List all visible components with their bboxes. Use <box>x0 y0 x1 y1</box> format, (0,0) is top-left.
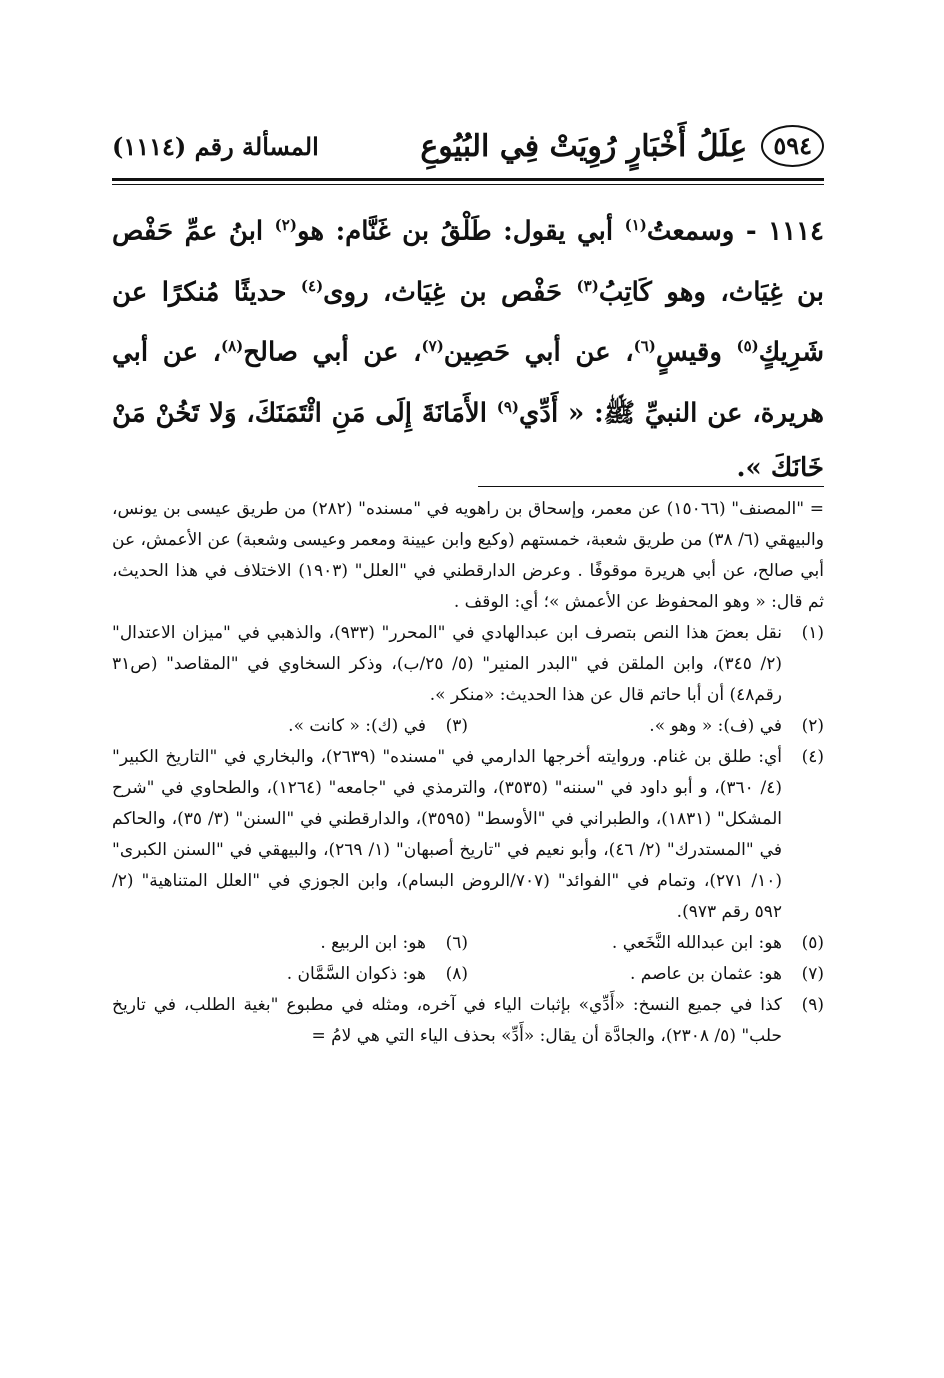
footnote-5 <box>468 928 824 959</box>
text-run: ابنُ عمِّ حَفْص بن غِيَاث، وهو كَاتِبُ <box>112 216 824 308</box>
text-run: أبي يقول: طَلْقُ بن غَنَّام: هو <box>296 216 625 247</box>
footnote-4 <box>112 742 824 928</box>
footnote-ref: (٩) <box>496 397 520 416</box>
footnote-8 <box>112 959 468 990</box>
page-header <box>112 118 824 174</box>
footnote-separator <box>478 486 824 487</box>
hadith-text: الأَمَانَةَ إِلَى مَنِ ائْتَمَنَكَ، وَلا تَخُنْ مَنْ خَانَكَ <box>112 398 824 483</box>
issue-label: المسألة رقم (١١١٤) <box>112 131 319 161</box>
text-run: ». <box>736 452 771 483</box>
footnote-number: (٤) <box>801 747 824 767</box>
footnote-continuation: = "المصنف" (١٥٠٦٦) عن معمر، وإسحاق بن راهويه في "مسنده" (٢٨٢) من طريق عيسى بن يونس، والبيهقي (٦/ ٣٨) من طريق شعبة، خمستهم (وكيع وابن عيينة ومعمر وعيسى وشعبة) عن الأعمش، عن أبي صالح، عن أبي هريرة موقوفًا . وعرض الدارقطني في "العلل" (١٩٠٣) الاختلاف في هذا الحديث، ثم قال: « وهو المحفوظ عن الأعمش »؛ أي: الوقف . <box>112 499 824 612</box>
text-run: وقيسٍ <box>655 337 737 368</box>
page-number: ٥٩٤ <box>761 125 824 167</box>
footnote-text: هو: ابن الربيع . <box>320 933 426 953</box>
main-text <box>112 198 824 495</box>
text-run: ، عن أبي صالح <box>243 337 422 368</box>
text-run: ، عن أبي حَصِين <box>443 337 634 368</box>
text-run: ، عن أبي هريرة، عن النبيِّ ﷺ: « <box>112 337 825 429</box>
header-rule-thick <box>112 178 824 181</box>
footnotes-7-8 <box>112 959 824 990</box>
running-title: عِلَلُ أَخْبَارٍ رُوِيَتْ فِي البُيُوعِ <box>420 128 748 164</box>
footnotes <box>112 494 824 1052</box>
footnote-number: (٨) <box>445 964 468 984</box>
text-run: - وسمعتُ <box>646 216 769 247</box>
footnotes-2-3 <box>112 711 824 742</box>
text-run: حَفْص بن غِيَاث، روى <box>323 277 577 308</box>
footnote-2 <box>468 711 824 742</box>
footnote-ref: (٤) <box>300 276 324 295</box>
footnote-6 <box>112 928 468 959</box>
footnote-number: (٧) <box>801 964 824 984</box>
footnote-1 <box>112 618 824 711</box>
footnote-3 <box>112 711 468 742</box>
footnote-number: (٣) <box>445 716 468 736</box>
footnote-text: كذا في جميع النسخ: «أَدِّي» بإثبات الياء في آخره، ومثله في مطبوع "بغية الطلب، في تاريخ حلب" (٥/ ٢٣٠٨)، والجادَّة أن يقال: «أَدِّ» بحذف الياء التي هي لامُ = <box>112 995 782 1046</box>
footnotes-5-6 <box>112 928 824 959</box>
footnote-text: هو: ابن عبدالله النَّخَعي . <box>611 933 782 953</box>
footnote-9 <box>112 990 824 1052</box>
footnote-number: (٢) <box>801 716 824 736</box>
footnote-text: أي: طلق بن غنام. وروايته أخرجها الدارمي في "مسنده" (٢٦٣٩)، والبخاري في "التاريخ الكبير" (٤/ ٣٦٠)، و أبو داود في "سننه" (٣٥٣٥)، والترمذي في "جامعه" (١٢٦٤)، والطحاوي في "شرح المشكل" (١٨٣١)، والطبراني في "الأوسط" (٣٥٩٥)، والدارقطني في "السنن" (٣/ ٣٥)، والحاكم في "المستدرك" (٢/ ٤٦)، وأبو نعيم في "تاريخ أصبهان" (١/ ٢٦٩)، والبيهقي في "السنن الكبرى" (١٠/ ٢٧١)، وتمام في "الفوائد" (٧٠٧/الروض البسام)، وابن الجوزي في "العلل المتناهية" (٢/ ٥٩٢ رقم ٩٧٣). <box>112 747 782 922</box>
footnote-7 <box>468 959 824 990</box>
footnote-number: (١) <box>801 623 824 643</box>
header-rule-thin <box>112 184 824 185</box>
footnote-text: هو: عثمان بن عاصم . <box>629 964 782 984</box>
header-right-group <box>420 125 824 167</box>
footnote-ref: (٣) <box>576 276 599 295</box>
footnote-text: نقل بعضَ هذا النص بتصرف ابن عبدالهادي في "المحرر" (٩٣٣)، والذهبي في "ميزان الاعتدال" (٢/ ٣٤٥)، وابن الملقن في "البدر المنير" (٥/ ٢٥/ب)، وذكر السخاوي في "المقاصد" (ص٣١ رقم٤٨) أن أبا حاتم قال عن هذا الحديث: «منكر ». <box>112 623 782 705</box>
footnote-text: في (ف): « وهو ». <box>649 716 782 736</box>
footnote-number: (٩) <box>801 995 824 1015</box>
text-run: حديثًا مُنكرًا عن شَرِيكٍ <box>112 277 825 368</box>
footnote-ref: (١) <box>624 216 647 234</box>
footnote-number: (٥) <box>801 933 824 953</box>
footnote-ref: (٢) <box>274 216 297 234</box>
footnote-text: في (ك): « كانت ». <box>288 716 426 736</box>
issue-number: ١١١٤ <box>768 216 824 247</box>
footnote-ref: (٥) <box>736 337 759 356</box>
footnote-ref: (٨) <box>220 337 244 356</box>
footnote-ref: (٦) <box>633 337 656 356</box>
footnote-text: هو: ذكوان السَّمَّان . <box>286 964 426 984</box>
footnote-number: (٦) <box>445 933 468 953</box>
footnote-ref: (٧) <box>421 337 444 356</box>
hadith-text: أَدِّي <box>519 398 559 429</box>
